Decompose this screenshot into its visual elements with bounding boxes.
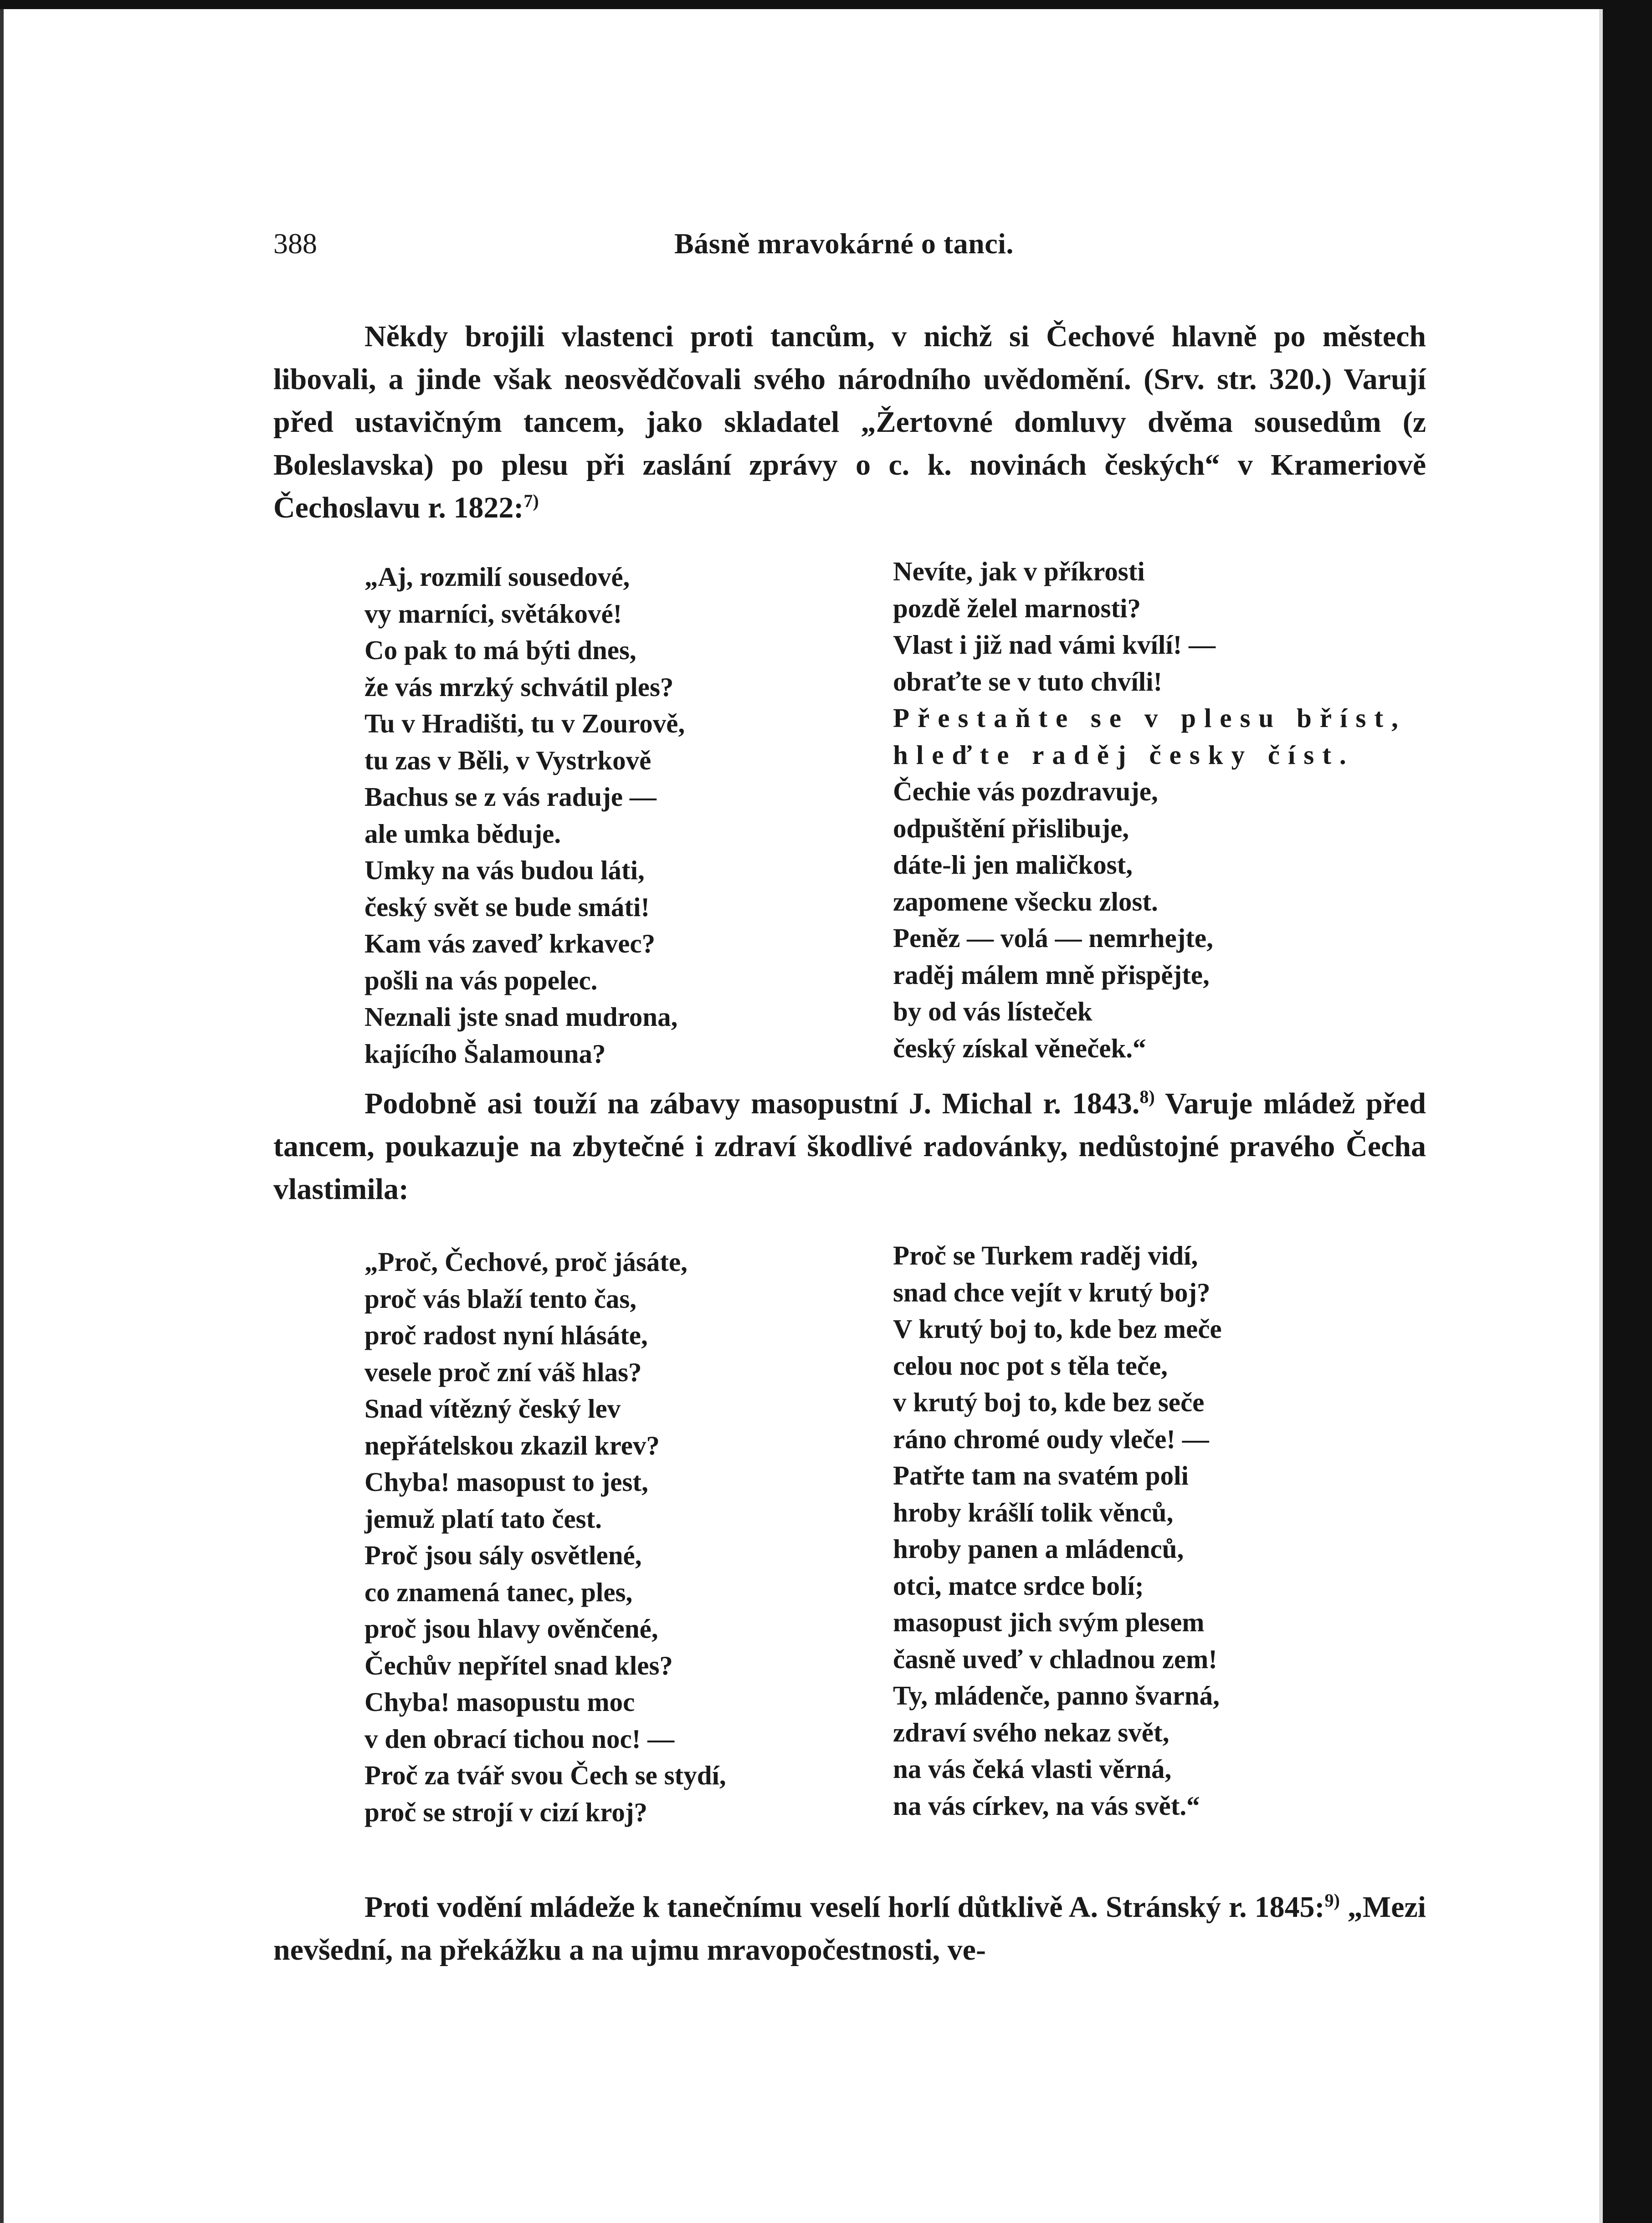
verse-line: „Proč, Čechové, proč jásáte, [364, 1247, 687, 1277]
verse-line: nepřátelskou zkazil krev? [364, 1430, 660, 1460]
verse-line: Čechie vás pozdravuje, [893, 776, 1158, 806]
verse-line: hroby krášlí tolik věnců, [893, 1497, 1174, 1527]
paragraph-text: Varuje mládež před tancem, poukazuje na zbytečné i zdraví škodlivé radovánky, nedůstojné pravého Čecha vlastimila: [273, 1087, 1426, 1206]
verse-line: by od vás lísteček [893, 996, 1093, 1026]
footnote-ref: 9) [1324, 1890, 1340, 1911]
verse-line: obraťte se v tuto chvíli! [893, 666, 1163, 697]
verse-line: Proč za tvář svou Čech se stydí, [364, 1760, 726, 1790]
verse-line: Umky na vás budou láti, [364, 855, 645, 885]
verse-line: časně uveď v chladnou zem! [893, 1644, 1217, 1674]
verse-line: Proč jsou sály osvětlené, [364, 1540, 642, 1570]
footnote-ref: 8) [1139, 1086, 1155, 1107]
paragraph-stransky [273, 1886, 1426, 1972]
verse-line: Proč se Turkem raděj vidí, [893, 1240, 1198, 1270]
verse-line: otci, matce srdce bolí; [893, 1570, 1144, 1601]
poem-1-right-column [893, 553, 1406, 1066]
verse-line-spaced: Přestaňte se v plesu bříst, [893, 703, 1406, 733]
page-scan-edge-right [1603, 0, 1652, 2223]
footnote-ref: 7) [523, 491, 539, 511]
verse-line: na vás čeká vlasti věrná, [893, 1754, 1172, 1784]
poem-2-right-column [893, 1237, 1222, 1824]
paragraph-intro [273, 315, 1426, 529]
paragraph-text: „Mezi nevšední, na překážku a na ujmu mravopočestnosti, ve- [273, 1890, 1426, 1967]
verse-line: kajícího Šalamouna? [364, 1038, 606, 1069]
verse-line: Bachus se z vás raduje — [364, 782, 657, 812]
verse-line: Ty, mládenče, panno švarná, [893, 1680, 1220, 1711]
verse-line: že vás mrzký schvátil ples? [364, 671, 674, 702]
verse-line: celou noc pot s těla teče, [893, 1350, 1168, 1381]
verse-line: proč se strojí v cizí kroj? [364, 1797, 648, 1827]
verse-line: Vlast i již nad vámi kvílí! — [893, 630, 1216, 660]
page-scan-shadow [1599, 9, 1603, 2223]
verse-line: jemuž platí tato čest. [364, 1503, 602, 1534]
verse-line: v krutý boj to, kde bez seče [893, 1387, 1205, 1417]
verse-line-spaced: hleďte raděj česky číst. [893, 739, 1354, 770]
verse-line: „Aj, rozmilí sousedové, [364, 562, 630, 592]
verse-line: zapomene všecku zlost. [893, 886, 1158, 917]
verse-line: ale umka běduje. [364, 818, 561, 849]
paragraph-text: Podobně asi touží na zábavy masopustní J. Michal r. 1843. [364, 1087, 1140, 1120]
verse-line: V krutý boj to, kde bez meče [893, 1314, 1222, 1344]
page-number: 388 [273, 227, 317, 260]
verse-line: tu zas v Běli, v Vystrkově [364, 745, 652, 775]
verse-line: odpuštění přislibuje, [893, 813, 1129, 843]
paragraph-text: Proti vodění mládeže k tanečnímu veselí horlí důtklivě A. Stránský r. 1845: [364, 1890, 1325, 1924]
verse-line: Co pak to má býti dnes, [364, 635, 636, 665]
poem-1-left-column [364, 558, 685, 1072]
verse-line: zdraví svého nekaz svět, [893, 1717, 1170, 1747]
paragraph-text: Někdy brojili vlastenci proti tancům, v nichž si Čechové hlavně po městech libovali, a jinde však neosvědčovali svého národního uvědomění. (Srv. str. 320.) Varují před ustavičným tancem, jako skladatel „Žertovné domluvy dvěma sousedům (z Boleslavska) po plesu při zaslání zprávy o c. k. novinách českých“ v Krameriově Čechoslavu r. 1822: [273, 320, 1426, 524]
verse-line: Tu v Hradišti, tu v Zourově, [364, 708, 685, 738]
verse-line: Peněz — volá — nemrhejte, [893, 923, 1213, 953]
page-scan-edge-top [0, 0, 1652, 9]
verse-line: vesele proč zní váš hlas? [364, 1357, 642, 1387]
verse-line: Nevíte, jak v příkrosti [893, 556, 1145, 586]
verse-line: vy marníci, světákové! [364, 598, 622, 629]
verse-line: český svět se bude smáti! [364, 891, 650, 922]
verse-line: raděj málem mně přispějte, [893, 959, 1210, 990]
verse-line: co znamená tanec, ples, [364, 1577, 633, 1607]
verse-line: Čechův nepřítel snad kles? [364, 1650, 673, 1680]
running-title: Básně mravokárné o tanci. [674, 227, 1014, 260]
verse-line: ráno chromé oudy vleče! — [893, 1424, 1209, 1454]
verse-line: Snad vítězný český lev [364, 1393, 621, 1424]
page-scan-edge-left [0, 0, 4, 2223]
verse-line: proč vás blaží tento čas, [364, 1283, 637, 1314]
verse-line: Patřte tam na svatém poli [893, 1460, 1189, 1491]
verse-line: pozdě želel marnosti? [893, 593, 1141, 623]
verse-line: hroby panen a mládenců, [893, 1534, 1184, 1564]
verse-line: masopust jich svým plesem [893, 1607, 1205, 1637]
verse-line: na vás církev, na vás svět.“ [893, 1790, 1200, 1821]
verse-line: český získal věneček.“ [893, 1033, 1146, 1063]
verse-line: pošli na vás popelec. [364, 965, 598, 995]
verse-line: Neznali jste snad mudrona, [364, 1002, 678, 1032]
paragraph-michal [273, 1082, 1426, 1211]
poem-2-left-column [364, 1244, 726, 1830]
verse-line: v den obrací tichou noc! — [364, 1723, 675, 1754]
verse-line: Kam vás zaveď krkavec? [364, 928, 656, 958]
verse-line: Chyba! masopustu moc [364, 1687, 635, 1717]
verse-line: proč radost nyní hlásáte, [364, 1320, 648, 1350]
verse-line: dáte-li jen maličkost, [893, 850, 1133, 880]
verse-line: snad chce vejít v krutý boj? [893, 1277, 1211, 1307]
verse-line: Chyba! masopust to jest, [364, 1467, 648, 1497]
verse-line: proč jsou hlavy ověnčené, [364, 1613, 658, 1644]
